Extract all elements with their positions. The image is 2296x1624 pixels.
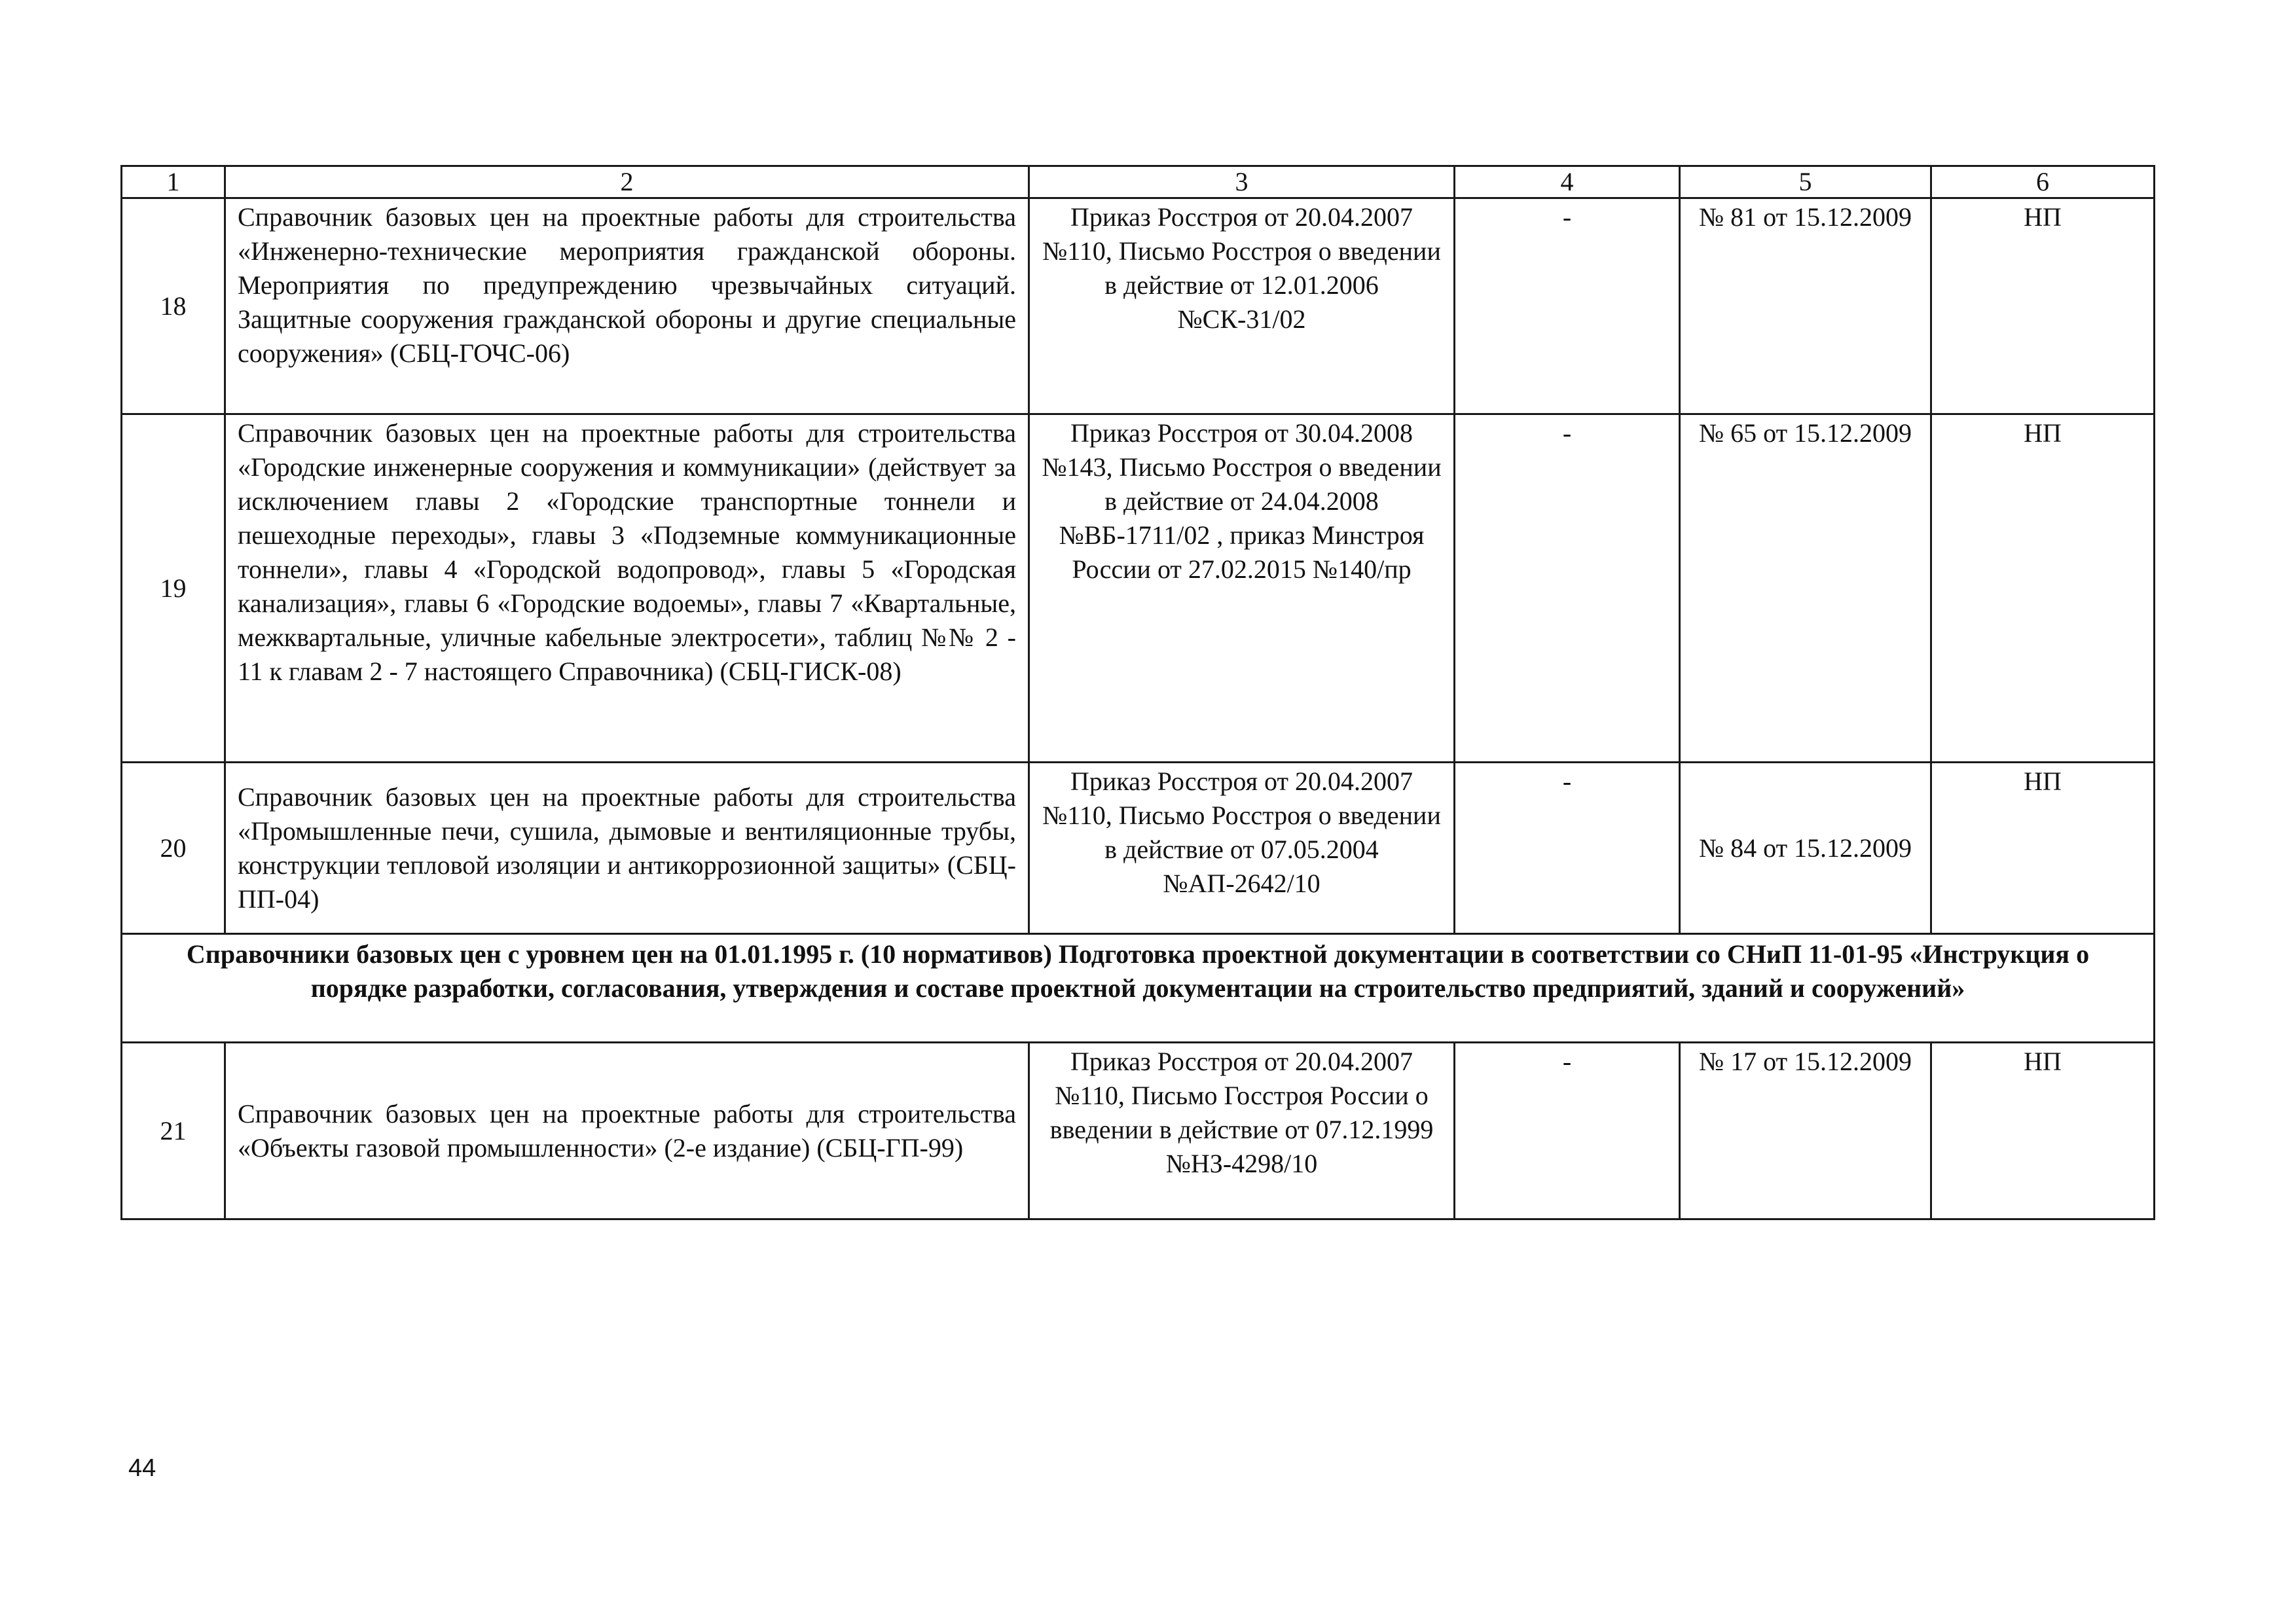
- row-registration: № 65 от 15.12.2009: [1680, 414, 1931, 763]
- row-title: Справочник базовых цен на проектные работы для строительства «Промышленные печи, сушила, дымовые и вентиляционные трубы, конструкции тепловой изоляции и антикоррозионной защиты» (СБЦ-ПП-04): [225, 763, 1029, 934]
- row-col4: -: [1455, 414, 1680, 763]
- row-title: Справочник базовых цен на проектные работы для строительства «Объекты газовой промышленности» (2-е издание) (СБЦ-ГП-99): [225, 1043, 1029, 1219]
- row-status: НП: [1931, 414, 2155, 763]
- row-number: 21: [122, 1043, 225, 1219]
- column-number: 3: [1029, 166, 1455, 198]
- table-row: [122, 1043, 2155, 1219]
- column-number: 1: [122, 166, 225, 198]
- table-row: [122, 414, 2155, 763]
- row-title: Справочник базовых цен на проектные работы для строительства «Инженерно-технические мероприятия гражданской обороны. Мероприятия по предупреждению чрезвычайных ситуаций. Защитные сооружения гражданской обороны и другие специальные сооружения» (СБЦ-ГОЧС-06): [225, 198, 1029, 414]
- row-registration: № 17 от 15.12.2009: [1680, 1043, 1931, 1219]
- row-title: Справочник базовых цен на проектные работы для строительства «Городские инженерные сооружения и коммуникации» (действует за исключением главы 2 «Городские транспортные тоннели и пешеходные переходы», главы 3 «Подземные коммуникационные тоннели», главы 4 «Городской водопровод», главы 5 «Городская канализация», главы 6 «Городские водоемы», главы 7 «Квартальные, межквартальные, уличные кабельные электросети», таблиц №№ 2 - 11 к главам 2 - 7 настоящего Справочника) (СБЦ-ГИСК-08): [225, 414, 1029, 763]
- row-number: 18: [122, 198, 225, 414]
- row-status: НП: [1931, 198, 2155, 414]
- row-col4: -: [1455, 1043, 1680, 1219]
- row-registration: № 81 от 15.12.2009: [1680, 198, 1931, 414]
- row-status: НП: [1931, 1043, 2155, 1219]
- row-approval: Приказ Росстроя от 20.04.2007 №110, Письмо Росстроя о введении в действие от 07.05.2004 №АП-2642/10: [1029, 763, 1455, 934]
- row-registration: № 84 от 15.12.2009: [1680, 763, 1931, 934]
- row-approval: Приказ Росстроя от 20.04.2007 №110, Письмо Росстроя о введении в действие от 12.01.2006 №СК-31/02: [1029, 198, 1455, 414]
- row-status: НП: [1931, 763, 2155, 934]
- page-number: 44: [128, 1454, 156, 1482]
- row-approval: Приказ Росстроя от 20.04.2007 №110, Письмо Госстроя России о введении в действие от 07.12.1999 №НЗ-4298/10: [1029, 1043, 1455, 1219]
- column-number: 4: [1455, 166, 1680, 198]
- row-approval: Приказ Росстроя от 30.04.2008 №143, Письмо Росстроя о введении в действие от 24.04.2008 №ВБ-1711/02 , приказ Минстроя России от 27.02.2015 №140/пр: [1029, 414, 1455, 763]
- column-number: 6: [1931, 166, 2155, 198]
- column-number: 2: [225, 166, 1029, 198]
- column-number-row: [122, 166, 2155, 198]
- section-title: Справочники базовых цен с уровнем цен на 01.01.1995 г. (10 нормативов) Подготовка проектной документации в соответствии со СНиП 11-01-95 «Инструкция о порядке разработки, согласования, утверждения и составе проектной документации на строительство предприятий, зданий и сооружений»: [122, 934, 2155, 1043]
- row-col4: -: [1455, 763, 1680, 934]
- table-row: [122, 198, 2155, 414]
- document-table: [120, 165, 2155, 1220]
- column-number: 5: [1680, 166, 1931, 198]
- row-number: 20: [122, 763, 225, 934]
- table-row: [122, 763, 2155, 934]
- row-number: 19: [122, 414, 225, 763]
- row-col4: -: [1455, 198, 1680, 414]
- section-row: [122, 934, 2155, 1043]
